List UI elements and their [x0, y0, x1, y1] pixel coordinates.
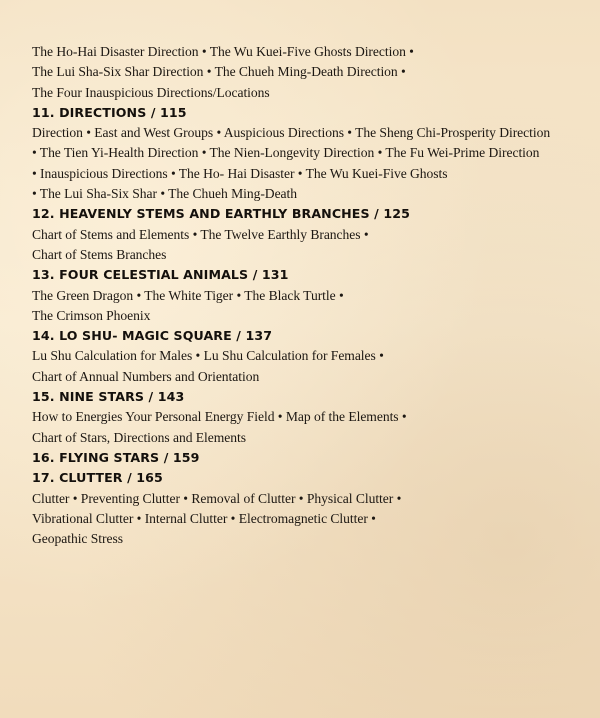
- toc-subentry-line: The Four Inauspicious Directions/Locations: [32, 84, 270, 100]
- chapter-heading: 14. LO SHU- MAGIC SQUARE / 137: [32, 328, 273, 344]
- toc-subentry-line: Geopathic Stress: [32, 531, 123, 547]
- toc-subentry-line: The Lui Sha-Six Shar Direction • The Chueh Ming-Death Direction •: [32, 64, 406, 80]
- toc-subentry-line: Chart of Stems Branches: [32, 246, 167, 262]
- chapter-heading: 16. FLYING STARS / 159: [32, 449, 200, 465]
- chapter-heading: 11. DIRECTIONS / 115: [32, 104, 187, 120]
- chapter-14-block: [32, 326, 590, 387]
- toc-subentry-line: The Ho-Hai Disaster Direction • The Wu Kuei-Five Ghosts Direction •: [32, 44, 414, 59]
- toc-subentry-line: • Inauspicious Directions • The Ho- Hai Disaster • The Wu Kuei-Five Ghosts: [32, 165, 448, 181]
- toc-subentry-line: • The Tien Yi-Health Direction • The Nien-Longevity Direction • The Fu Wei-Prime Direction: [32, 145, 540, 161]
- toc-subentry-line: The Crimson Phoenix: [32, 307, 151, 323]
- chapter-12-block: [32, 204, 590, 265]
- chapter-heading: 15. NINE STARS / 143: [32, 389, 185, 405]
- chapter-heading: 12. HEAVENLY STEMS AND EARTHLY BRANCHES / 125: [32, 206, 410, 222]
- toc-subentry-line: Chart of Stems and Elements • The Twelve Earthly Branches •: [32, 226, 369, 242]
- continued-chapter-entries: [32, 42, 590, 103]
- toc-subentry-line: Vibrational Clutter • Internal Clutter • Electromagnetic Clutter •: [32, 510, 376, 526]
- toc-subentry-line: Chart of Stars, Directions and Elements: [32, 429, 246, 445]
- toc-subentry-line: The Green Dragon • The White Tiger • The Black Turtle •: [32, 287, 344, 303]
- chapter-11-block: [32, 103, 590, 204]
- chapter-13-block: [32, 265, 590, 326]
- toc-subentry-line: Lu Shu Calculation for Males • Lu Shu Calculation for Females •: [32, 348, 384, 364]
- toc-subentry-line: Chart of Annual Numbers and Orientation: [32, 368, 260, 384]
- chapter-17-block: [32, 468, 590, 549]
- toc-subentry-line: Clutter • Preventing Clutter • Removal of Clutter • Physical Clutter •: [32, 490, 402, 506]
- chapter-15-block: [32, 387, 590, 448]
- chapter-16-block: [32, 448, 590, 468]
- chapter-heading: 17. CLUTTER / 165: [32, 470, 163, 486]
- toc-subentry-line: • The Lui Sha-Six Shar • The Chueh Ming-Death: [32, 186, 298, 202]
- toc-subentry-line: Direction • East and West Groups • Auspicious Directions • The Sheng Chi-Prosperity Direction: [32, 125, 551, 141]
- chapter-heading: 13. FOUR CELESTIAL ANIMALS / 131: [32, 267, 289, 283]
- toc-subentry-line: How to Energies Your Personal Energy Field • Map of the Elements •: [32, 409, 407, 425]
